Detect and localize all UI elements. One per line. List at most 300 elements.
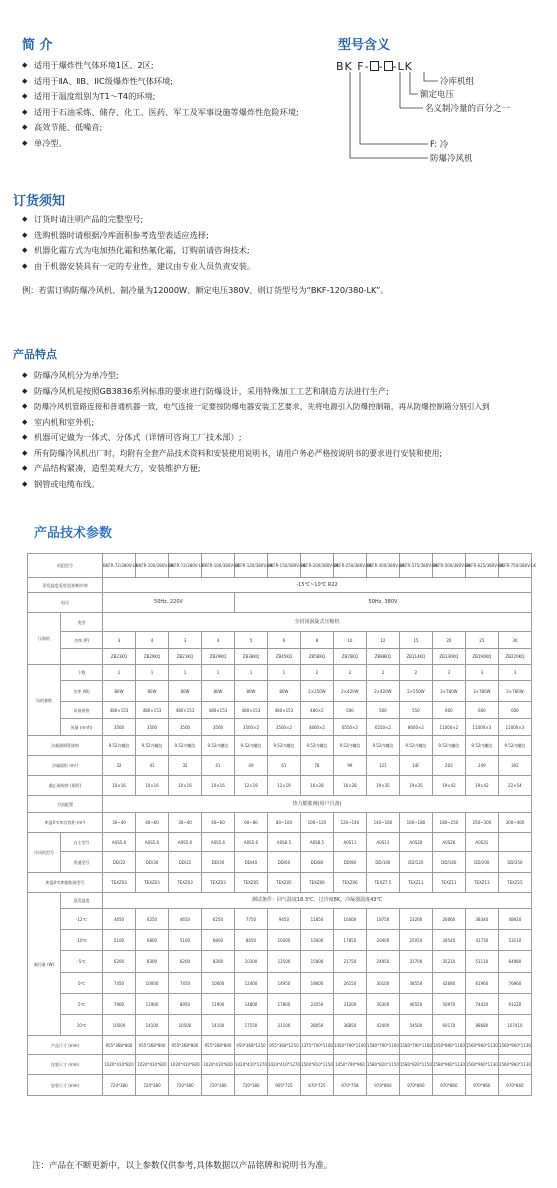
spec-cell: 600	[465, 702, 498, 719]
spec-cell: 720*380	[103, 1075, 136, 1096]
spec-cell: 6250	[136, 909, 169, 930]
order-item: ◆ 选购机器时请根据冷库面积参考选型表适应选择;	[22, 228, 255, 244]
spec-cell: TEXZ05	[234, 873, 267, 893]
spec-cell: 302	[498, 756, 531, 776]
spec-cell: A0S31	[465, 833, 498, 852]
spec-cell: 产品尺寸 (mm)	[28, 1036, 103, 1055]
spec-row	[28, 578, 532, 593]
spec-cell: 14F	[399, 756, 432, 776]
model-title: 型号含义	[338, 38, 391, 53]
spec-cell: TEXZ13	[465, 873, 498, 893]
spec-cell: 普通型号	[61, 852, 103, 873]
spec-cell: 600	[432, 702, 465, 719]
spec-cell: 14950	[267, 973, 300, 994]
spec-cell: 80W	[103, 681, 136, 702]
spec-row	[28, 702, 532, 719]
spec-cell: 1500*810*1150	[300, 1055, 333, 1075]
spec-cell: A0S5.6	[103, 833, 136, 852]
spec-cell: 7750	[234, 909, 267, 930]
spec-cell: 955*368*800	[201, 1036, 234, 1055]
spec-cell: 8300	[136, 951, 169, 973]
spec-cell: 9450	[267, 909, 300, 930]
spec-cell: 11000×3	[465, 719, 498, 736]
spec-cell: 249	[465, 756, 498, 776]
spec-cell: 38550	[399, 973, 432, 994]
spec-cell: 500	[366, 702, 399, 719]
spec-cell: BKFR-375/380V-LK	[399, 554, 432, 578]
spec-cell: 1	[169, 665, 202, 681]
spec-cell: 53110	[498, 930, 531, 951]
spec-cell: DD/22	[169, 852, 202, 873]
spec-cell: 13000	[300, 930, 333, 951]
spec-cell: 6200	[103, 951, 136, 973]
spec-row	[28, 613, 532, 632]
spec-cell: 10	[333, 632, 366, 649]
spec-cell: 全封闭涡旋式压缩机	[103, 613, 532, 632]
spec-cell: 测试条件：回气温度18.3℃，过冷度8K，冷凝器温度43℃	[103, 893, 532, 909]
spec-cell: 6250	[201, 909, 234, 930]
spec-cell: 720*380	[169, 1075, 202, 1096]
spec-cell: 3500	[201, 719, 234, 736]
spec-cell: 4	[201, 632, 234, 649]
model-bracket-lines	[330, 70, 530, 165]
spec-cell: 905*725	[267, 1075, 300, 1096]
spec-cell: 风机参数	[28, 665, 61, 736]
spec-cell: 3×780W	[498, 681, 531, 702]
spec-table	[27, 553, 536, 1096]
spec-cell: 80W	[201, 681, 234, 702]
spec-cell: 19600	[300, 973, 333, 994]
spec-cell: 1450*790*960	[333, 1055, 366, 1075]
spec-cell: DD/120	[399, 852, 432, 873]
spec-cell: 48920	[498, 909, 531, 930]
spec-cell: 955*368*1250	[267, 1036, 300, 1055]
spec-cell: 99	[333, 756, 366, 776]
spec-cell: 480×153	[201, 702, 234, 719]
spec-row	[28, 909, 532, 930]
spec-cell: 7450	[103, 973, 136, 994]
spec-cell: TEXZ05	[267, 873, 300, 893]
spec-cell: 功率 (W)	[61, 681, 103, 702]
spec-cell: 80~100	[267, 813, 300, 833]
spec-cell: 类型	[61, 613, 103, 632]
feature-item: ◆ 防爆冷风机管路连接和普通机器一致，电气连接一定要按防爆电器安装工艺要求，先将电源引入防爆控制箱，再从防爆控制箱分别引入到	[22, 399, 490, 415]
feature-item: ◆ 所有防爆冷风机出厂时，均附有全套产品技术资料和安装使用说明书，请用户务必严格按说明书的要求进行安装和使用;	[22, 446, 490, 462]
spec-cell: 11000×2	[432, 719, 465, 736]
spec-cell: DD/60	[267, 852, 300, 873]
spec-cell: 30	[498, 632, 531, 649]
spec-cell: 库温0℃库存容积 (m³)	[28, 813, 103, 833]
spec-cell: 7450	[169, 973, 202, 994]
spec-cell: ZB58KQ	[300, 649, 333, 665]
spec-cell: 截止阀规格 (铜管)	[28, 776, 103, 796]
spec-cell: 9.52内螺纹	[498, 736, 531, 756]
spec-cell: 23550	[300, 994, 333, 1015]
spec-cell: 500	[333, 702, 366, 719]
spec-cell: 6550×2	[366, 719, 399, 736]
spec-cell: 包装尺寸 (mm)	[28, 1055, 103, 1075]
intro-item: ◆ 适用于爆炸性气体环境1区、2区;	[22, 58, 299, 74]
spec-cell: 25050	[399, 930, 432, 951]
spec-cell: DD/160	[432, 852, 465, 873]
spec-cell: 12500	[267, 951, 300, 973]
spec-cell: 1	[103, 665, 136, 681]
spec-cell: 14100	[136, 1015, 169, 1036]
spec-cell: 17550	[234, 1015, 267, 1036]
spec-cell: 5100	[169, 930, 202, 951]
spec-cell: 41730	[465, 930, 498, 951]
spec-cell: TEXZ11	[432, 873, 465, 893]
spec-cell: 10×16	[169, 776, 202, 796]
spec-cell: 9.52内螺纹	[432, 736, 465, 756]
spec-row	[28, 776, 532, 796]
spec-cell: 3500	[169, 719, 202, 736]
spec-cell: -15℃~10℃ R22	[103, 578, 532, 593]
spec-cell: 1580*790*1100	[399, 1036, 432, 1055]
spec-cell: 5	[234, 632, 267, 649]
spec-cell: 1	[267, 665, 300, 681]
spec-cell: 480×153	[234, 702, 267, 719]
spec-cell: 8	[300, 632, 333, 649]
spec-cell: DD/40	[234, 852, 267, 873]
spec-cell: 3500	[103, 719, 136, 736]
spec-cell: 安装尺寸 (mm)	[28, 1075, 103, 1096]
spec-cell: 1375*700*1100	[300, 1036, 333, 1055]
spec-cell: 16×28	[333, 776, 366, 796]
spec-cell: ZB45KQ	[267, 649, 300, 665]
spec-cell: TEXZ03	[103, 873, 136, 893]
spec-cell: 11850	[300, 909, 333, 930]
model-code-prefix: BK F-	[336, 60, 370, 73]
spec-cell: 88680	[465, 1015, 498, 1036]
spec-cell: 1020*410*820	[103, 1055, 136, 1075]
spec-cell: 3500	[136, 719, 169, 736]
spec-cell: 480×2	[300, 702, 333, 719]
spec-row	[28, 1055, 532, 1075]
spec-cell: 970*758	[333, 1075, 366, 1096]
spec-cell: 1020*410*820	[169, 1055, 202, 1075]
spec-cell: 8450	[234, 930, 267, 951]
spec-cell: 550	[399, 702, 432, 719]
spec-cell: 480×153	[267, 702, 300, 719]
spec-cell: 30~40	[103, 813, 136, 833]
spec-cell: ZB76KQ	[333, 649, 366, 665]
spec-cell: BKFR-100/380V-LK	[201, 554, 234, 578]
spec-cell: 2	[300, 665, 333, 681]
spec-cell: BKFR-72/380V-LK	[103, 554, 136, 578]
spec-cell: DD/200	[465, 852, 498, 873]
spec-row	[28, 681, 532, 702]
spec-cell: 10300	[234, 951, 267, 973]
spec-cell: TEXZ7.5	[366, 873, 399, 893]
model-label-voltage: 额定电压	[420, 90, 455, 100]
spec-row	[28, 873, 532, 893]
spec-cell: 3	[432, 665, 465, 681]
spec-cell: 压缩机	[28, 613, 61, 665]
spec-cell: 78	[300, 756, 333, 776]
spec-cell: A0S13	[366, 833, 399, 852]
spec-cell: 250~300	[465, 813, 498, 833]
spec-cell: DD/80	[300, 852, 333, 873]
spec-cell: 74420	[465, 994, 498, 1015]
spec-cell: DD/22	[103, 852, 136, 873]
order-item: ◆ 由于机器安装具有一定的专业性，建议由专业人员负责安装。	[22, 259, 255, 275]
spec-cell: 14800	[234, 994, 267, 1015]
spec-cell: A0S5.6	[169, 833, 202, 852]
spec-cell: BKFR-100/380V-LK	[136, 554, 169, 578]
spec-cell: 40~60	[201, 813, 234, 833]
spec-row	[28, 813, 532, 833]
spec-cell: 库温0℃库膨胀阀型号	[28, 873, 103, 893]
spec-cell: 10×16	[201, 776, 234, 796]
spec-row	[28, 593, 532, 613]
spec-cell: 风量 (m³/h)	[61, 719, 103, 736]
spec-row	[28, 852, 532, 873]
spec-cell: 720*380	[201, 1075, 234, 1096]
spec-cell: 8600×2	[399, 719, 432, 736]
spec-cell: DD/80	[333, 852, 366, 873]
model-label-unit: 冷库机组	[440, 77, 475, 87]
spec-cell: ZB88KQ	[366, 649, 399, 665]
spec-cell: 1580*820*1150	[399, 1055, 432, 1075]
spec-cell: 3	[103, 632, 136, 649]
spec-cell: 11900	[136, 994, 169, 1015]
feature-item: ◆ 防爆冷风机是按照GB3836系列标准的要求进行防爆设计，采用特殊加工工艺和制造方法进行生产;	[22, 384, 490, 400]
spec-cell: 3500×2	[267, 719, 300, 736]
spec-cell: TEXZ03	[136, 873, 169, 893]
spec-cell: ZB29KQ	[136, 649, 169, 665]
spec-cell: 6200	[169, 951, 202, 973]
spec-cell: 970*860	[498, 1075, 531, 1096]
spec-cell	[498, 833, 531, 852]
spec-cell: ZB114KQ	[399, 649, 432, 665]
spec-cell: 2	[366, 665, 399, 681]
spec-cell: 1450*890*1100	[432, 1036, 465, 1055]
spec-cell: 20400	[366, 930, 399, 951]
spec-cell: 28540	[432, 930, 465, 951]
spec-cell: 160~180	[399, 813, 432, 833]
spec-cell: 28050	[300, 1015, 333, 1036]
spec-cell: -12℃	[61, 909, 103, 930]
spec-cell: DD/30	[201, 852, 234, 873]
spec-cell: 80W	[169, 681, 202, 702]
spec-cell: BKFR-120/380V-LK	[234, 554, 267, 578]
spec-cell: BKFR-72/380V-LK	[169, 554, 202, 578]
spec-cell: 10500	[169, 1015, 202, 1036]
spec-cell: 80W	[234, 681, 267, 702]
spec-cell: 10500	[103, 1015, 136, 1036]
spec-cell: ZB220KQ	[498, 649, 531, 665]
spec-cell: ZB130KQ	[432, 649, 465, 665]
spec-cell: 480×153	[136, 702, 169, 719]
order-list	[22, 212, 255, 274]
spec-cell: 功率 (P)	[61, 632, 103, 649]
spec-cell: A0S11	[333, 833, 366, 852]
spec-cell: 49	[234, 756, 267, 776]
spec-cell: 480×153	[169, 702, 202, 719]
spec-cell: 11900	[201, 994, 234, 1015]
spec-cell: 300~400	[498, 813, 531, 833]
spec-cell: A0S5.6	[201, 833, 234, 852]
spec-cell: 3×780W	[432, 681, 465, 702]
spec-cell: 100~120	[300, 813, 333, 833]
spec-row	[28, 833, 532, 852]
spec-cell: BKFR-500/380V-LK	[432, 554, 465, 578]
spec-cell: 480×153	[103, 702, 136, 719]
spec-title: 产品技术参数	[34, 526, 113, 541]
spec-cell: -10℃	[61, 930, 103, 951]
spec-cell: 870*725	[300, 1075, 333, 1096]
model-code-dash: -	[378, 60, 384, 73]
spec-cell: 1560*960*1130	[498, 1036, 531, 1055]
spec-cell: ZB38KQ	[234, 649, 267, 665]
spec-cell: DD/250	[498, 852, 531, 873]
spec-row	[28, 893, 532, 909]
spec-cell: 6800	[201, 930, 234, 951]
spec-cell: 12400	[234, 973, 267, 994]
spec-cell: 54500	[399, 1015, 432, 1036]
spec-cell: 冷风机型号	[28, 833, 61, 873]
spec-cell: A0S26	[432, 833, 465, 852]
spec-cell: 9.52内螺纹	[234, 736, 267, 756]
spec-cell: 12	[366, 632, 399, 649]
spec-cell: 30100	[366, 973, 399, 994]
spec-cell: ZB29KQ	[201, 649, 234, 665]
spec-cell: 9.52内螺纹	[399, 736, 432, 756]
feature-item: ◆ 产品结构紧凑，造型美观大方，安装维护方便;	[22, 461, 490, 477]
intro-item: ◆ 适用于温度组别为T1～T4的环境;	[22, 89, 299, 105]
spec-cell: 600	[498, 702, 531, 719]
spec-cell: 51110	[465, 951, 498, 973]
spec-cell: 12×19	[267, 776, 300, 796]
spec-row	[28, 1075, 532, 1096]
spec-cell: 6800	[136, 930, 169, 951]
spec-cell: 15	[399, 632, 432, 649]
spec-cell: 9.52内螺纹	[136, 736, 169, 756]
spec-cell: 个数	[61, 665, 103, 681]
spec-cell: 电压	[28, 593, 103, 613]
spec-cell: 热力膨胀阀(用户自备)	[103, 796, 532, 813]
spec-row	[28, 796, 532, 813]
spec-cell: 76960	[498, 973, 531, 994]
feature-item: ◆ 机器可定做为一体式、分体式（详情可咨询工厂技术部）;	[22, 430, 490, 446]
spec-cell: 970*860	[399, 1075, 432, 1096]
spec-cell: TEXZ06	[300, 873, 333, 893]
spec-cell: 42400	[366, 1015, 399, 1036]
spec-cell: 17800	[267, 994, 300, 1015]
model-label-capacity: 名义制冷量的百分之一	[425, 104, 511, 114]
spec-cell: ZB190KQ	[465, 649, 498, 665]
spec-cell: 40~60	[136, 813, 169, 833]
spec-cell: 41	[136, 756, 169, 776]
spec-cell: 3	[169, 632, 202, 649]
spec-cell: 121	[366, 756, 399, 776]
spec-cell: 5100	[103, 930, 136, 951]
spec-cell: 2×420W	[333, 681, 366, 702]
spec-cell: 11000×3	[498, 719, 531, 736]
model-code-suffix: -LK	[392, 60, 413, 73]
spec-cell: 41	[201, 756, 234, 776]
order-item: ◆ 订货时请注明产品的完整型号;	[22, 212, 255, 228]
spec-cell: 60~80	[234, 813, 267, 833]
spec-row	[28, 665, 532, 681]
spec-cell: 140~160	[366, 813, 399, 833]
spec-cell: 19×42	[432, 776, 465, 796]
spec-cell: 9.52内螺纹	[103, 736, 136, 756]
spec-cell: 32	[169, 756, 202, 776]
spec-cell: 203	[432, 756, 465, 776]
spec-cell: 23200	[399, 909, 432, 930]
intro-item: ◆ 适用于ⅡA、ⅡB、IIC级爆炸性气体环境;	[22, 74, 299, 90]
spec-cell: 60170	[432, 1015, 465, 1036]
spec-cell: 720*380	[136, 1075, 169, 1096]
order-item: ◆ 机器化霜方式为电加热化霜和热氟化霜，订购前请咨询技术;	[22, 243, 255, 259]
spec-cell: 1580*790*1100	[366, 1036, 399, 1055]
spec-cell: 1020*410*820	[136, 1055, 169, 1075]
spec-cell: 0℃	[61, 973, 103, 994]
spec-cell: 3500×2	[234, 719, 267, 736]
spec-cell: 50Hz, 220V	[103, 593, 235, 613]
spec-cell: 1560*960*1130	[465, 1036, 498, 1055]
spec-cell: 80W	[267, 681, 300, 702]
intro-item: ◆ 适用于石油采炼、储存、化工、医药、军工及军事设施等爆炸性危险环境;	[22, 105, 299, 121]
spec-cell: 955*368*800	[136, 1036, 169, 1055]
spec-cell	[61, 649, 103, 665]
spec-cell: 10×16	[136, 776, 169, 796]
spec-cell: 14100	[201, 1015, 234, 1036]
spec-cell: 21100	[267, 1015, 300, 1036]
spec-row	[28, 632, 532, 649]
intro-item: ◆ 单冷型。	[22, 136, 299, 152]
spec-cell: 9.52内螺纹	[267, 736, 300, 756]
feature-item: ◆ 钢管或电缆布线。	[22, 477, 490, 493]
spec-cell: 10000	[201, 973, 234, 994]
spec-cell: 80W	[136, 681, 169, 702]
spec-cell: 风扇规格	[61, 702, 103, 719]
spec-cell: 冷凝面积 (m²)	[28, 756, 103, 776]
spec-cell: 6	[267, 632, 300, 649]
spec-cell: TEXZ11	[399, 873, 432, 893]
spec-row	[28, 554, 532, 578]
spec-cell: 91220	[498, 994, 531, 1015]
model-label-cold: F: 冷	[430, 140, 449, 150]
spec-cell: 1450*790*1100	[333, 1036, 366, 1055]
spec-cell: 32	[103, 756, 136, 776]
spec-cell: 节流配置	[28, 796, 103, 813]
intro-title: 简 介	[22, 38, 53, 53]
spec-cell: 5℃	[61, 994, 103, 1015]
spec-cell: 1	[201, 665, 234, 681]
spec-cell: 26150	[333, 973, 366, 994]
spec-row	[28, 719, 532, 736]
spec-cell: 2	[399, 665, 432, 681]
spec-cell: 1580*820*1150	[366, 1055, 399, 1075]
spec-cell: 36850	[333, 1015, 366, 1036]
spec-row	[28, 756, 532, 776]
spec-table-wrap	[27, 553, 536, 1098]
spec-row	[28, 951, 532, 973]
spec-cell: 31700	[399, 951, 432, 973]
spec-cell: 9.52内螺纹	[333, 736, 366, 756]
spec-cell: 38340	[465, 909, 498, 930]
spec-cell: 22×54	[498, 776, 531, 796]
spec-cell: ZB21KQ	[103, 649, 136, 665]
spec-cell: 9.52内螺纹	[169, 736, 202, 756]
spec-cell: 4650	[103, 909, 136, 930]
spec-cell: 16400	[333, 909, 366, 930]
spec-cell: 1560*960*1130	[498, 1055, 531, 1075]
spec-cell: 8300	[201, 951, 234, 973]
